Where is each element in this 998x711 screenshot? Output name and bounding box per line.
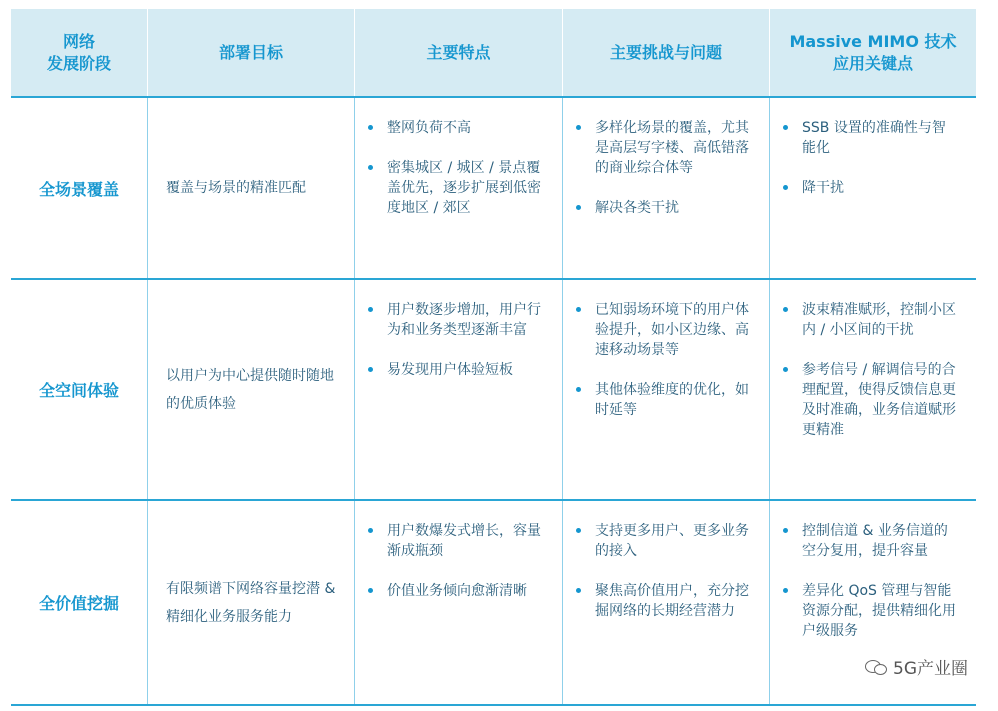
header-features: 主要特点 [355, 9, 563, 96]
list-item: 密集城区 / 城区 / 景点覆盖优先，逐步扩展到低密度地区 / 郊区 [387, 158, 544, 218]
list-item: 解决各类干扰 [595, 198, 751, 218]
table-header [11, 9, 976, 98]
watermark-text: 5G产业圈 [893, 659, 968, 679]
list-item: 控制信道 & 业务信道的空分复用，提升容量 [802, 521, 958, 561]
stage-cell: 全价值挖掘 [11, 501, 148, 704]
list-item: 波束精准赋形，控制小区内 / 小区间的干扰 [802, 302, 956, 338]
list-item: 降干扰 [802, 178, 958, 198]
comparison-table [11, 9, 976, 706]
table-row [11, 280, 976, 501]
list-item: 价值业务倾向愈渐清晰 [387, 581, 544, 601]
list-item: 聚焦高价值用户，充分挖掘网络的长期经营潜力 [595, 583, 749, 619]
wechat-icon [865, 658, 887, 676]
list-item: 用户数爆发式增长，容量渐成瓶颈 [387, 521, 544, 561]
keypoints-list [770, 280, 976, 440]
stage-cell: 全空间体验 [11, 280, 148, 499]
goal-cell: 有限频谱下网络容量挖潜 & 精细化业务服务能力 [148, 501, 355, 704]
header-stage: 网络 发展阶段 [11, 9, 148, 96]
watermark [861, 652, 972, 681]
header-keypoints: Massive MIMO 技术 应用关键点 [789, 31, 957, 73]
list-item: 参考信号 / 解调信号的合理配置，使得反馈信息更及时准确，业务信道赋形更精准 [802, 362, 956, 438]
features-list [355, 98, 562, 218]
header-goal: 部署目标 [148, 9, 355, 96]
goal-cell: 覆盖与场景的精准匹配 [148, 98, 355, 278]
keypoints-list [770, 501, 976, 641]
list-item: 差异化 QoS 管理与智能资源分配，提供精细化用户级服务 [802, 583, 956, 639]
list-item: SSB 设置的准确性与智能化 [802, 118, 958, 158]
list-item: 支持更多用户、更多业务的接入 [595, 523, 749, 559]
list-item: 整网负荷不高 [387, 118, 544, 138]
list-item: 用户数逐步增加，用户行为和业务类型逐渐丰富 [387, 300, 544, 340]
challenges-list [563, 501, 769, 621]
list-item: 已知弱场环境下的用户体验提升，如小区边缘、高速移动场景等 [595, 302, 749, 358]
challenges-list [563, 280, 769, 420]
list-item: 易发现用户体验短板 [387, 360, 544, 380]
header-challenges: 主要挑战与问题 [563, 9, 770, 96]
list-item: 其他体验维度的优化，如时延等 [595, 382, 749, 418]
keypoints-list [770, 98, 976, 198]
goal-cell: 以用户为中心提供随时随地的优质体验 [148, 280, 355, 499]
features-list [355, 280, 562, 380]
challenges-list [563, 98, 769, 218]
table-row [11, 501, 976, 706]
stage-cell: 全场景覆盖 [11, 98, 148, 278]
list-item: 多样化场景的覆盖，尤其是高层写字楼、高低错落的商业综合体等 [595, 120, 749, 176]
table-row [11, 98, 976, 280]
features-list [355, 501, 562, 601]
